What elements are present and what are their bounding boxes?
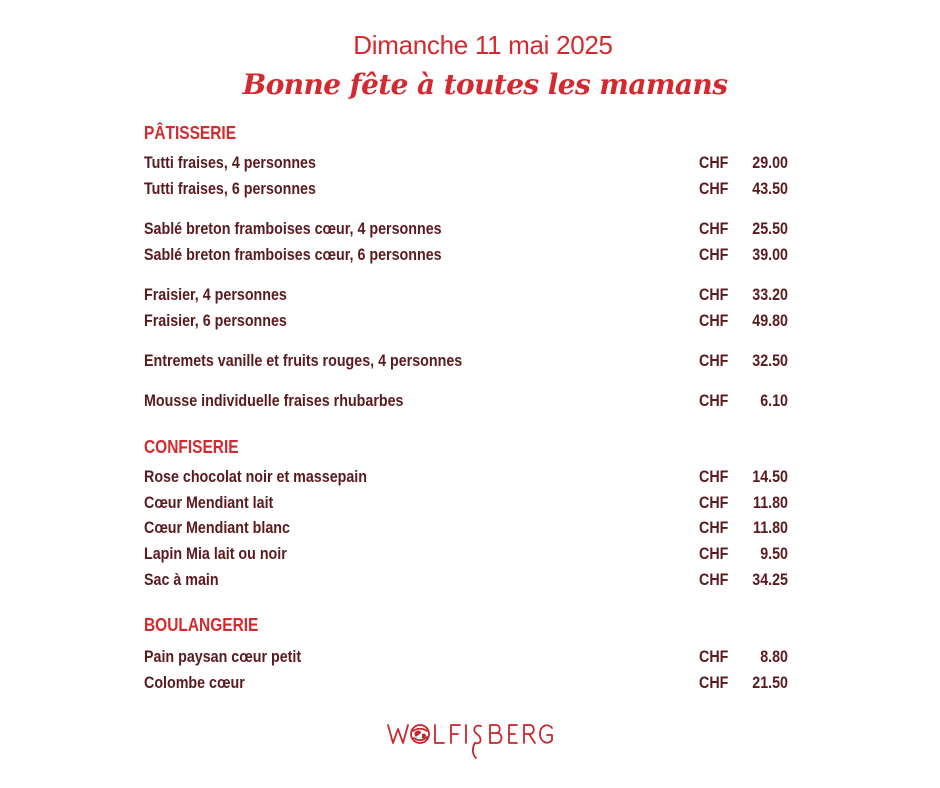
item-name: Lapin Mia lait ou noir	[144, 544, 287, 563]
item-price: 33.20	[752, 285, 788, 304]
item-name: Tutti fraises, 4 personnes	[144, 153, 316, 172]
item-price: 14.50	[752, 467, 788, 486]
list-item	[144, 348, 804, 374]
list-item	[144, 567, 804, 593]
item-currency: CHF	[699, 673, 729, 692]
item-currency: CHF	[699, 153, 729, 172]
item-name: Sac à main	[144, 570, 219, 589]
globe-o-icon	[415, 731, 426, 739]
section-patisserie	[144, 122, 804, 144]
item-currency: CHF	[699, 219, 729, 238]
list-item	[144, 308, 804, 334]
section-confiserie	[144, 436, 804, 458]
item-currency: CHF	[699, 311, 729, 330]
item-currency: CHF	[699, 285, 729, 304]
item-currency: CHF	[699, 245, 729, 264]
item-price: 8.80	[760, 647, 788, 666]
item-price: 29.00	[752, 153, 788, 172]
list-item	[144, 242, 804, 268]
item-price: 39.00	[752, 245, 788, 264]
item-name: Cœur Mendiant blanc	[144, 518, 290, 537]
item-price: 32.50	[752, 351, 788, 370]
page-title: Bonne fête à toutes les mamans	[242, 68, 728, 101]
item-currency: CHF	[699, 179, 729, 198]
item-name: Entremets vanille et fruits rouges, 4 personnes	[144, 351, 463, 370]
list-item	[144, 388, 804, 414]
item-currency: CHF	[699, 493, 729, 512]
list-item	[144, 541, 804, 567]
item-currency: CHF	[699, 570, 729, 589]
item-currency: CHF	[699, 351, 729, 370]
item-price: 21.50	[752, 673, 788, 692]
item-name: Sablé breton framboises cœur, 4 personnes	[144, 219, 442, 238]
item-price: 9.50	[760, 544, 788, 563]
logo-mark	[386, 716, 556, 760]
list-item	[144, 515, 804, 541]
item-price: 43.50	[752, 179, 788, 198]
item-currency: CHF	[699, 544, 729, 563]
section-title: PÂTISSERIE	[144, 123, 237, 143]
item-name: Fraisier, 4 personnes	[144, 285, 287, 304]
list-item	[144, 150, 804, 176]
list-item	[144, 490, 804, 516]
item-name: Colombe cœur	[144, 673, 245, 692]
item-price: 49.80	[752, 311, 788, 330]
list-item	[144, 176, 804, 202]
date-heading: Dimanche 11 mai 2025	[353, 30, 613, 60]
item-currency: CHF	[699, 647, 729, 666]
item-currency: CHF	[699, 467, 729, 486]
item-currency: CHF	[699, 391, 729, 410]
list-item	[144, 216, 804, 242]
item-price: 6.10	[760, 391, 788, 410]
item-name: Fraisier, 6 personnes	[144, 311, 287, 330]
item-price: 11.80	[753, 518, 788, 537]
section-title: CONFISERIE	[144, 437, 239, 457]
item-name: Pain paysan cœur petit	[144, 647, 302, 666]
item-price: 34.25	[752, 570, 788, 589]
item-price: 11.80	[753, 493, 788, 512]
section-title: BOULANGERIE	[144, 615, 259, 635]
item-name: Sablé breton framboises cœur, 6 personnes	[144, 245, 442, 264]
list-item	[144, 464, 804, 490]
item-currency: CHF	[699, 518, 729, 537]
wolfisberg-logo	[386, 716, 556, 760]
list-item	[144, 282, 804, 308]
list-item	[144, 670, 804, 696]
list-item	[144, 644, 804, 670]
item-name: Cœur Mendiant lait	[144, 493, 274, 512]
item-name: Mousse individuelle fraises rhubarbes	[144, 391, 404, 410]
item-name: Tutti fraises, 6 personnes	[144, 179, 316, 198]
item-name: Rose chocolat noir et massepain	[144, 467, 367, 486]
item-price: 25.50	[752, 219, 788, 238]
section-boulangerie	[144, 614, 804, 636]
